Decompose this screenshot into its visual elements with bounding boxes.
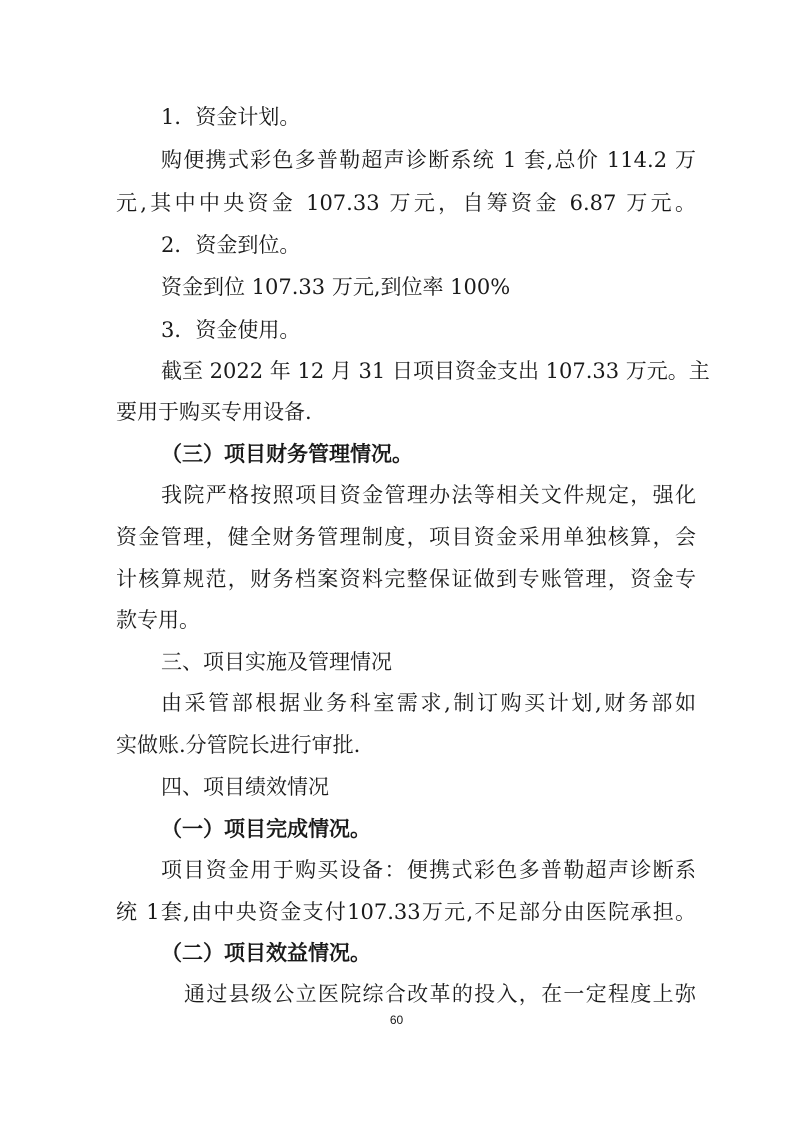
text-line: 通过县级公立医院综合改革的投入，在一定程度上弥 — [184, 982, 696, 1006]
section-heading-performance: 四、项目绩效情况 — [161, 775, 329, 799]
text-line: 截至 2022 年 12 月 31 日项目资金支出 107.33 万元。主 — [161, 359, 710, 383]
text-line: 计核算规范，财务档案资料完整保证做到专账管理，资金专 — [116, 567, 696, 591]
text-line-funding-plan-heading: 1．资金计划。 — [161, 105, 301, 129]
section-heading-benefits: （二）项目效益情况。 — [161, 941, 371, 965]
text-line: 我院严格按照项目资金管理办法等相关文件规定，强化 — [161, 483, 696, 507]
section-heading-implementation: 三、项目实施及管理情况 — [161, 650, 392, 674]
text-line-funding-arrival-heading: 2．资金到位。 — [161, 233, 301, 257]
text-line-funding-use-heading: 3．资金使用。 — [161, 318, 301, 342]
page-number: 60 — [389, 1013, 404, 1027]
text-line: 资金到位 107.33 万元,到位率 100% — [161, 275, 511, 299]
text-line: 资金管理，健全财务管理制度，项目资金采用单独核算，会 — [116, 525, 696, 549]
text-line: 统 1套,由中央资金支付107.33万元,不足部分由医院承担。 — [116, 900, 696, 924]
section-heading-financial-management: （三）项目财务管理情况。 — [161, 442, 413, 466]
text-line: 购便携式彩色多普勒超声诊断系统 1 套,总价 114.2 万 — [161, 148, 696, 172]
text-line: 项目资金用于购买设备：便携式彩色多普勒超声诊断系 — [161, 858, 696, 882]
text-line: 款专用。 — [116, 608, 200, 632]
text-line: 元,其中中央资金 107.33 万元，自筹资金 6.87 万元。 — [116, 191, 696, 215]
text-line: 由采管部根据业务科室需求,制订购买计划,财务部如 — [161, 691, 696, 715]
text-line: 要用于购买专用设备. — [116, 400, 312, 424]
text-line: 实做账.分管院长进行审批. — [116, 733, 361, 757]
section-heading-completion: （一）项目完成情况。 — [161, 817, 371, 841]
